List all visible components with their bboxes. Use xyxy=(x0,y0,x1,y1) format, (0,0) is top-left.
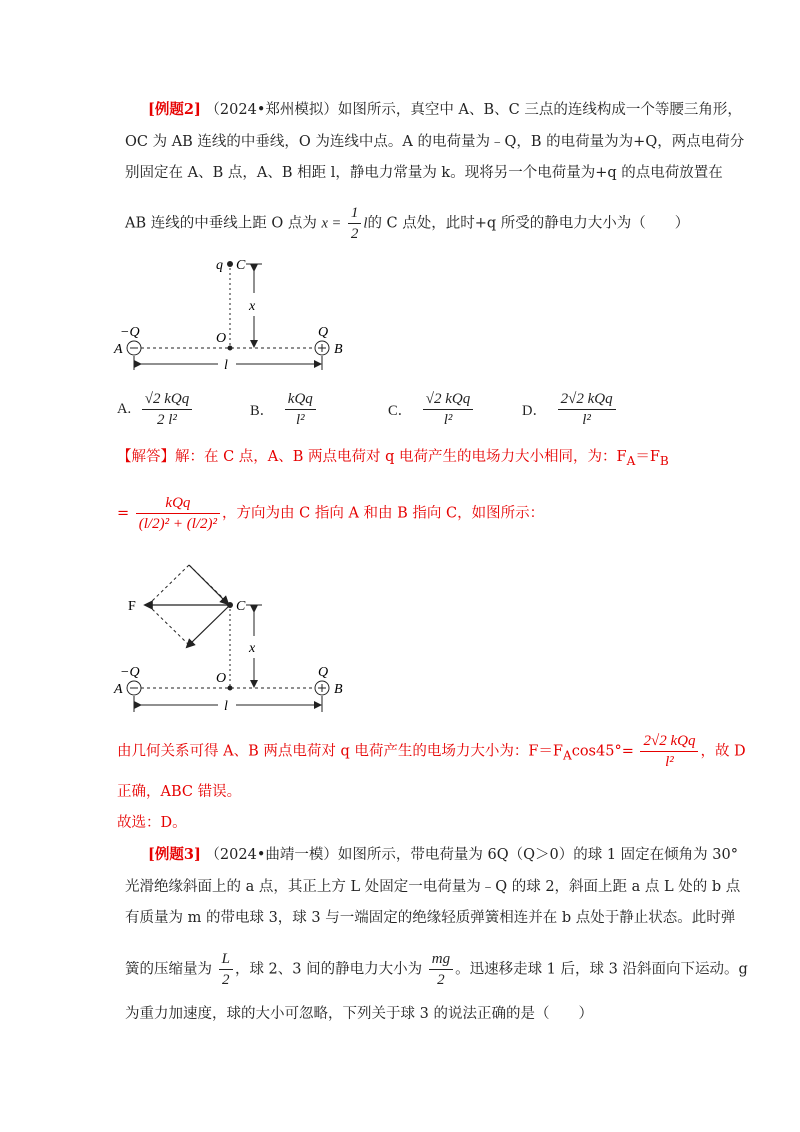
a-label: A xyxy=(114,682,123,697)
example-2-line-4 xyxy=(125,204,689,243)
example-3-line-5: 为重力加速度，球的大小可忽略，下列关于球 3 的说法正确的是（ ） xyxy=(125,1006,593,1022)
o-label: O xyxy=(216,671,227,686)
denominator: l² xyxy=(582,412,591,428)
text: ，故 D xyxy=(700,743,746,760)
x-label: x xyxy=(249,641,256,656)
half-fraction xyxy=(348,204,362,243)
denominator: 2 l² xyxy=(157,412,177,428)
text: AB 连线的中垂线上距 O 点为 xyxy=(125,215,317,232)
denominator: (l/2)² + (l/2)² xyxy=(138,516,218,532)
dashed-parallelogram-left xyxy=(148,565,189,605)
figure-1-charges-diagram xyxy=(110,250,370,380)
text: 。迅速移走球 1 后，球 3 沿斜面向下运动。g xyxy=(455,961,748,978)
plus-q-label: Q xyxy=(318,325,329,340)
example-3-line-1 xyxy=(148,843,738,864)
x-equals: x = xyxy=(321,215,342,232)
example-2-line-3: 别固定在 A、B 点，A、B 相距 l，静电力常量为 k。现将另一个电荷量为+q 的点电荷放置在 xyxy=(125,165,723,181)
text: ，球 2、3 间的静电力大小为 xyxy=(234,961,423,978)
figure-2-force-diagram xyxy=(110,560,370,720)
c-label: C xyxy=(236,599,246,614)
denominator: 2 xyxy=(350,226,359,242)
c-label: C xyxy=(236,258,246,273)
numerator: √2 kQq xyxy=(142,390,192,410)
option-c[interactable] xyxy=(388,390,475,429)
l-label: l xyxy=(224,358,228,373)
denominator: l² xyxy=(443,412,453,428)
numerator: 1 xyxy=(348,204,362,224)
example-text: （2024•郑州模拟）如图所示，真空中 A、B、C 三点的连线构成一个等腰三角形， xyxy=(205,102,742,118)
numerator: kQq xyxy=(285,390,316,410)
answer-geometry-line xyxy=(117,732,746,771)
denominator: 2 xyxy=(222,972,230,988)
point-c xyxy=(227,261,233,267)
l-half-fraction xyxy=(219,950,233,989)
example-2-line-2: OC 为 AB 连线的中垂线，O 为连线中点。A 的电荷量为﹣Q，B 的电荷量为为+Q，两点电荷分 xyxy=(125,134,745,150)
text: 的 C 点处，此时+q 所受的静电力大小为（ ） xyxy=(367,215,690,232)
answer-head: 【解答】解：在 C 点，A、B 两点电荷对 q 电荷产生的电场力大小相同，为：F xyxy=(117,449,627,465)
answer-line-1 xyxy=(117,445,669,468)
numerator: L xyxy=(219,950,233,970)
numerator: 2√2 kQq xyxy=(640,732,698,752)
direction-text: ，方向为由 C 指向 A 和由 B 指向 C，如图所示： xyxy=(222,505,545,522)
example-tag: [例题2] xyxy=(148,101,201,118)
numerator: √2 kQq xyxy=(423,390,473,410)
l-variable: l xyxy=(363,215,368,232)
point-o xyxy=(228,686,233,691)
mg-half-fraction xyxy=(429,950,453,989)
minus-q-label: −Q xyxy=(120,325,140,340)
example-3-line-4 xyxy=(125,950,748,989)
example-text: （2024•曲靖一模）如图所示，带电荷量为 6Q（Q＞0）的球 1 固定在倾角为 30° xyxy=(205,847,738,863)
minus-q-label: −Q xyxy=(120,665,140,680)
option-label: C． xyxy=(388,403,413,419)
x-label: x xyxy=(249,299,256,314)
answer-formula-line xyxy=(117,494,544,533)
subscript: A xyxy=(562,748,572,763)
q-label: q xyxy=(216,258,223,273)
point-o xyxy=(228,346,233,351)
option-label: A. xyxy=(117,401,132,417)
numerator: kQq xyxy=(136,494,220,514)
result-fraction xyxy=(640,732,698,771)
example-3-line-3: 有质量为 m 的带电球 3，球 3 与一端固定的绝缘轻质弹簧相连并在 b 点处于静止状态。此时弹 xyxy=(125,910,736,926)
denominator: l² xyxy=(295,412,305,428)
option-d[interactable] xyxy=(522,390,618,429)
numerator: mg xyxy=(429,950,453,970)
a-label: A xyxy=(114,342,123,357)
equals-sign: = xyxy=(117,505,130,522)
dashed-parallelogram-bottom xyxy=(148,605,189,645)
coulomb-fraction xyxy=(136,494,220,533)
answer-correct-line: 正确，ABC 错误。 xyxy=(117,784,242,800)
option-fraction xyxy=(558,390,616,429)
text: 簧的压缩量为 xyxy=(125,961,212,978)
option-fraction xyxy=(423,390,473,429)
point-c xyxy=(227,602,233,608)
answer-choice: 故选：D。 xyxy=(117,815,187,831)
option-a[interactable] xyxy=(117,390,194,429)
b-label: B xyxy=(334,342,343,357)
force-toward-a-arrow xyxy=(189,605,230,645)
option-b[interactable] xyxy=(250,390,318,429)
denominator: l² xyxy=(665,754,674,770)
option-label: B． xyxy=(250,403,275,419)
example-3-line-2: 光滑绝缘斜面上的 a 点，其正上方 L 处固定一电荷量为﹣Q 的球 2，斜面上距 a 点 L 处的 b 点 xyxy=(125,879,741,895)
denominator: 2 xyxy=(437,972,445,988)
f-label: F xyxy=(128,599,136,614)
b-label: B xyxy=(334,682,343,697)
example-tag: [例题3] xyxy=(148,846,201,863)
option-fraction xyxy=(142,390,192,429)
example-2-line-1 xyxy=(148,98,742,119)
option-label: D． xyxy=(522,403,547,419)
equals: ＝F xyxy=(635,449,660,465)
numerator: 2√2 kQq xyxy=(558,390,616,410)
text: 由几何关系可得 A、B 两点电荷对 q 电荷产生的电场力大小为：F＝F xyxy=(117,743,563,760)
option-fraction xyxy=(285,390,316,429)
text: cos45°= xyxy=(571,743,634,760)
subscript: B xyxy=(659,453,669,468)
l-label: l xyxy=(224,699,228,714)
force-from-b-arrow xyxy=(189,565,226,602)
plus-q-label: Q xyxy=(318,665,329,680)
o-label: O xyxy=(216,331,227,346)
subscript: A xyxy=(626,453,636,468)
